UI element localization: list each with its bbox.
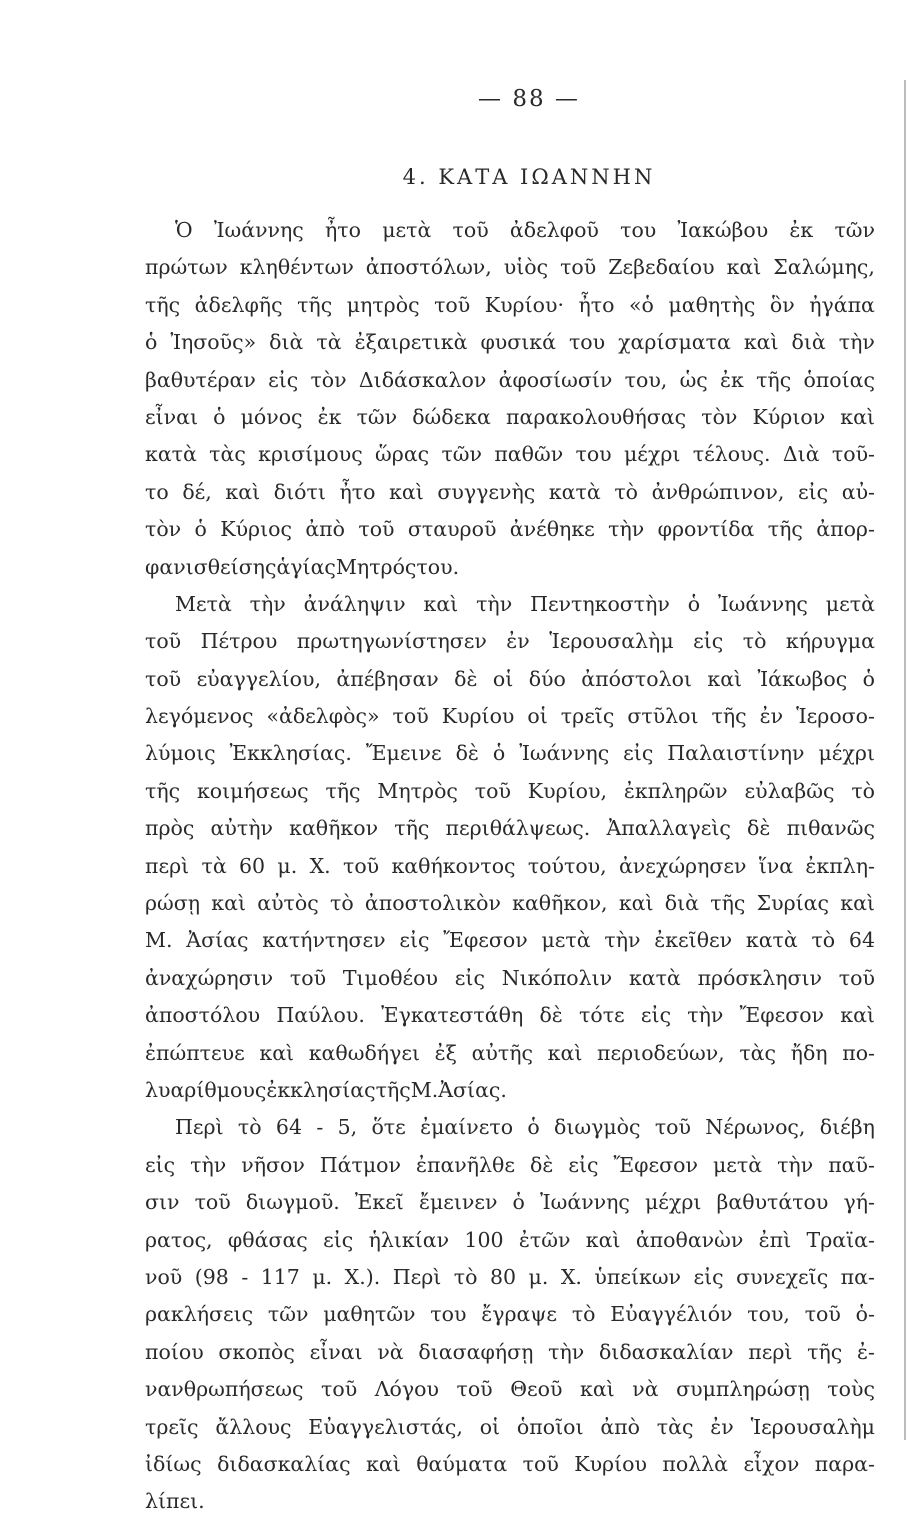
text-line: κατὰ τὰς κρισίμους ὥρας τῶν παθῶν του μέχρι τέλους. Διὰ τοῦ-	[145, 442, 875, 467]
text-line: Περὶ τὸ 64 - 5, ὅτε ἐμαίνετο ὁ διωγμὸς τοῦ Νέρωνος, διέβη	[175, 1115, 875, 1140]
chapter-title: 4. ΚΑΤΑ ΙΩΑΝΝΗΝ	[402, 165, 656, 189]
page-edge-rule	[904, 80, 906, 1440]
text-line: λυαρίθμους ἐκκλησίας τῆς Μ. Ἀσίας.	[145, 1077, 507, 1102]
text-line: περὶ τὰ 60 μ. Χ. τοῦ καθήκοντος τούτου, ἀνεχώρησεν ἵνα ἐκπλη-	[145, 853, 875, 878]
paragraph	[145, 1109, 875, 1520]
paragraph	[145, 586, 875, 1109]
body-text	[145, 212, 875, 1521]
text-line: ρακλήσεις τῶν μαθητῶν του ἔγραψε τὸ Εὐαγγέλιόν του, τοῦ ὁ-	[145, 1302, 875, 1327]
text-line: βαθυτέραν εἰς τὸν Διδάσκαλον ἀφοσίωσίν του, ὡς ἐκ τῆς ὁποίας	[145, 367, 875, 392]
text-line: τοῦ Πέτρου πρωτηγωνίστησεν ἐν Ἱερουσαλὴμ εἰς τὸ κήρυγμα	[145, 629, 875, 654]
paragraph	[145, 212, 875, 586]
text-line: τῆς κοιμήσεως τῆς Μητρὸς τοῦ Κυρίου, ἐκπληρῶν εὐλαβῶς τὸ	[145, 778, 875, 803]
text-line: πρώτων κληθέντων ἀποστόλων, υἱὸς τοῦ Ζεβεδαίου καὶ Σαλώμης,	[145, 255, 875, 280]
text-line: φανισθείσης ἁγίας Μητρός του.	[145, 554, 460, 579]
text-line: λύμοις Ἐκκλησίας. Ἔμεινε δὲ ὁ Ἰωάννης εἰς Παλαιστίνην μέχρι	[145, 741, 875, 766]
text-line: νανθρωπήσεως τοῦ Λόγου τοῦ Θεοῦ καὶ νὰ συμπληρώσῃ τοὺς	[145, 1377, 875, 1402]
text-line: εἰς τὴν νῆσον Πάτμον ἐπανῆλθε δὲ εἰς Ἔφεσον μετὰ τὴν παῦ-	[145, 1152, 875, 1177]
text-line: τοῦ εὐαγγελίου, ἀπέβησαν δὲ οἱ δύο ἀπόστολοι καὶ Ἰάκωβος ὁ	[145, 666, 875, 691]
text-line: λίπει.	[145, 1489, 205, 1514]
text-line: τρεῖς ἄλλους Εὐαγγελιστάς, οἱ ὁποῖοι ἀπὸ τὰς ἐν Ἱερουσαλὴμ	[145, 1414, 875, 1439]
text-line: Μετὰ τὴν ἀνάληψιν καὶ τὴν Πεντηκοστὴν ὁ Ἰωάννης μετὰ	[175, 591, 875, 616]
text-line: εἶναι ὁ μόνος ἐκ τῶν δώδεκα παρακολουθήσας τὸν Κύριον καὶ	[145, 404, 875, 429]
page-number: — 88 —	[478, 86, 580, 112]
text-line: τὸν ὁ Κύριος ἀπὸ τοῦ σταυροῦ ἀνέθηκε τὴν φροντίδα τῆς ἀπορ-	[145, 517, 875, 542]
text-line: λεγόμενος «ἀδελφὸς» τοῦ Κυρίου οἱ τρεῖς στῦλοι τῆς ἐν Ἱεροσο-	[145, 704, 875, 729]
text-line: τῆς ἀδελφῆς τῆς μητρὸς τοῦ Κυρίου· ἦτο «ὁ μαθητὴς ὃν ἠγάπα	[145, 292, 875, 317]
text-line: ἐπώπτευε καὶ καθωδήγει ἐξ αὐτῆς καὶ περιοδεύων, τὰς ἤδη πο-	[145, 1040, 875, 1065]
text-line: ποίου σκοπὸς εἶναι νὰ διασαφήσῃ τὴν διδασκαλίαν περὶ τῆς ἐ-	[145, 1339, 875, 1364]
text-line: πρὸς αὐτὴν καθῆκον τῆς περιθάλψεως. Ἀπαλλαγεὶς δὲ πιθανῶς	[145, 816, 875, 841]
text-line: νοῦ (98 - 117 μ. Χ.). Περὶ τὸ 80 μ. Χ. ὑπείκων εἰς συνεχεῖς πα-	[145, 1264, 875, 1289]
text-line: σιν τοῦ διωγμοῦ. Ἐκεῖ ἔμεινεν ὁ Ἰωάννης μέχρι βαθυτάτου γή-	[145, 1190, 875, 1215]
text-line: Μ. Ἀσίας κατήντησεν εἰς Ἔφεσον μετὰ τὴν ἐκεῖθεν κατὰ τὸ 64	[145, 928, 875, 953]
text-line: ρατος, φθάσας εἰς ἡλικίαν 100 ἐτῶν καὶ ἀποθανὼν ἐπὶ Τραϊα-	[145, 1227, 875, 1252]
text-line: ἀναχώρησιν τοῦ Τιμοθέου εἰς Νικόπολιν κατὰ πρόσκλησιν τοῦ	[145, 965, 875, 990]
text-line: ὁ Ἰησοῦς» διὰ τὰ ἐξαιρετικὰ φυσικά του χαρίσματα καὶ διὰ τὴν	[145, 330, 875, 355]
text-line: το δέ, καὶ διότι ἦτο καὶ συγγενὴς κατὰ τὸ ἀνθρώπινον, εἰς αὐ-	[145, 479, 875, 504]
text-line: ἀποστόλου Παύλου. Ἐγκατεστάθη δὲ τότε εἰς τὴν Ἔφεσον καὶ	[145, 1003, 875, 1028]
text-line: ρώσῃ καὶ αὐτὸς τὸ ἀποστολικὸν καθῆκον, καὶ διὰ τῆς Συρίας καὶ	[145, 891, 875, 916]
text-line: ἰδίως διδασκαλίας καὶ θαύματα τοῦ Κυρίου πολλὰ εἶχον παρα-	[145, 1451, 875, 1476]
text-line: Ὁ Ἰωάννης ἦτο μετὰ τοῦ ἀδελφοῦ του Ἰακώβου ἐκ τῶν	[175, 218, 875, 242]
